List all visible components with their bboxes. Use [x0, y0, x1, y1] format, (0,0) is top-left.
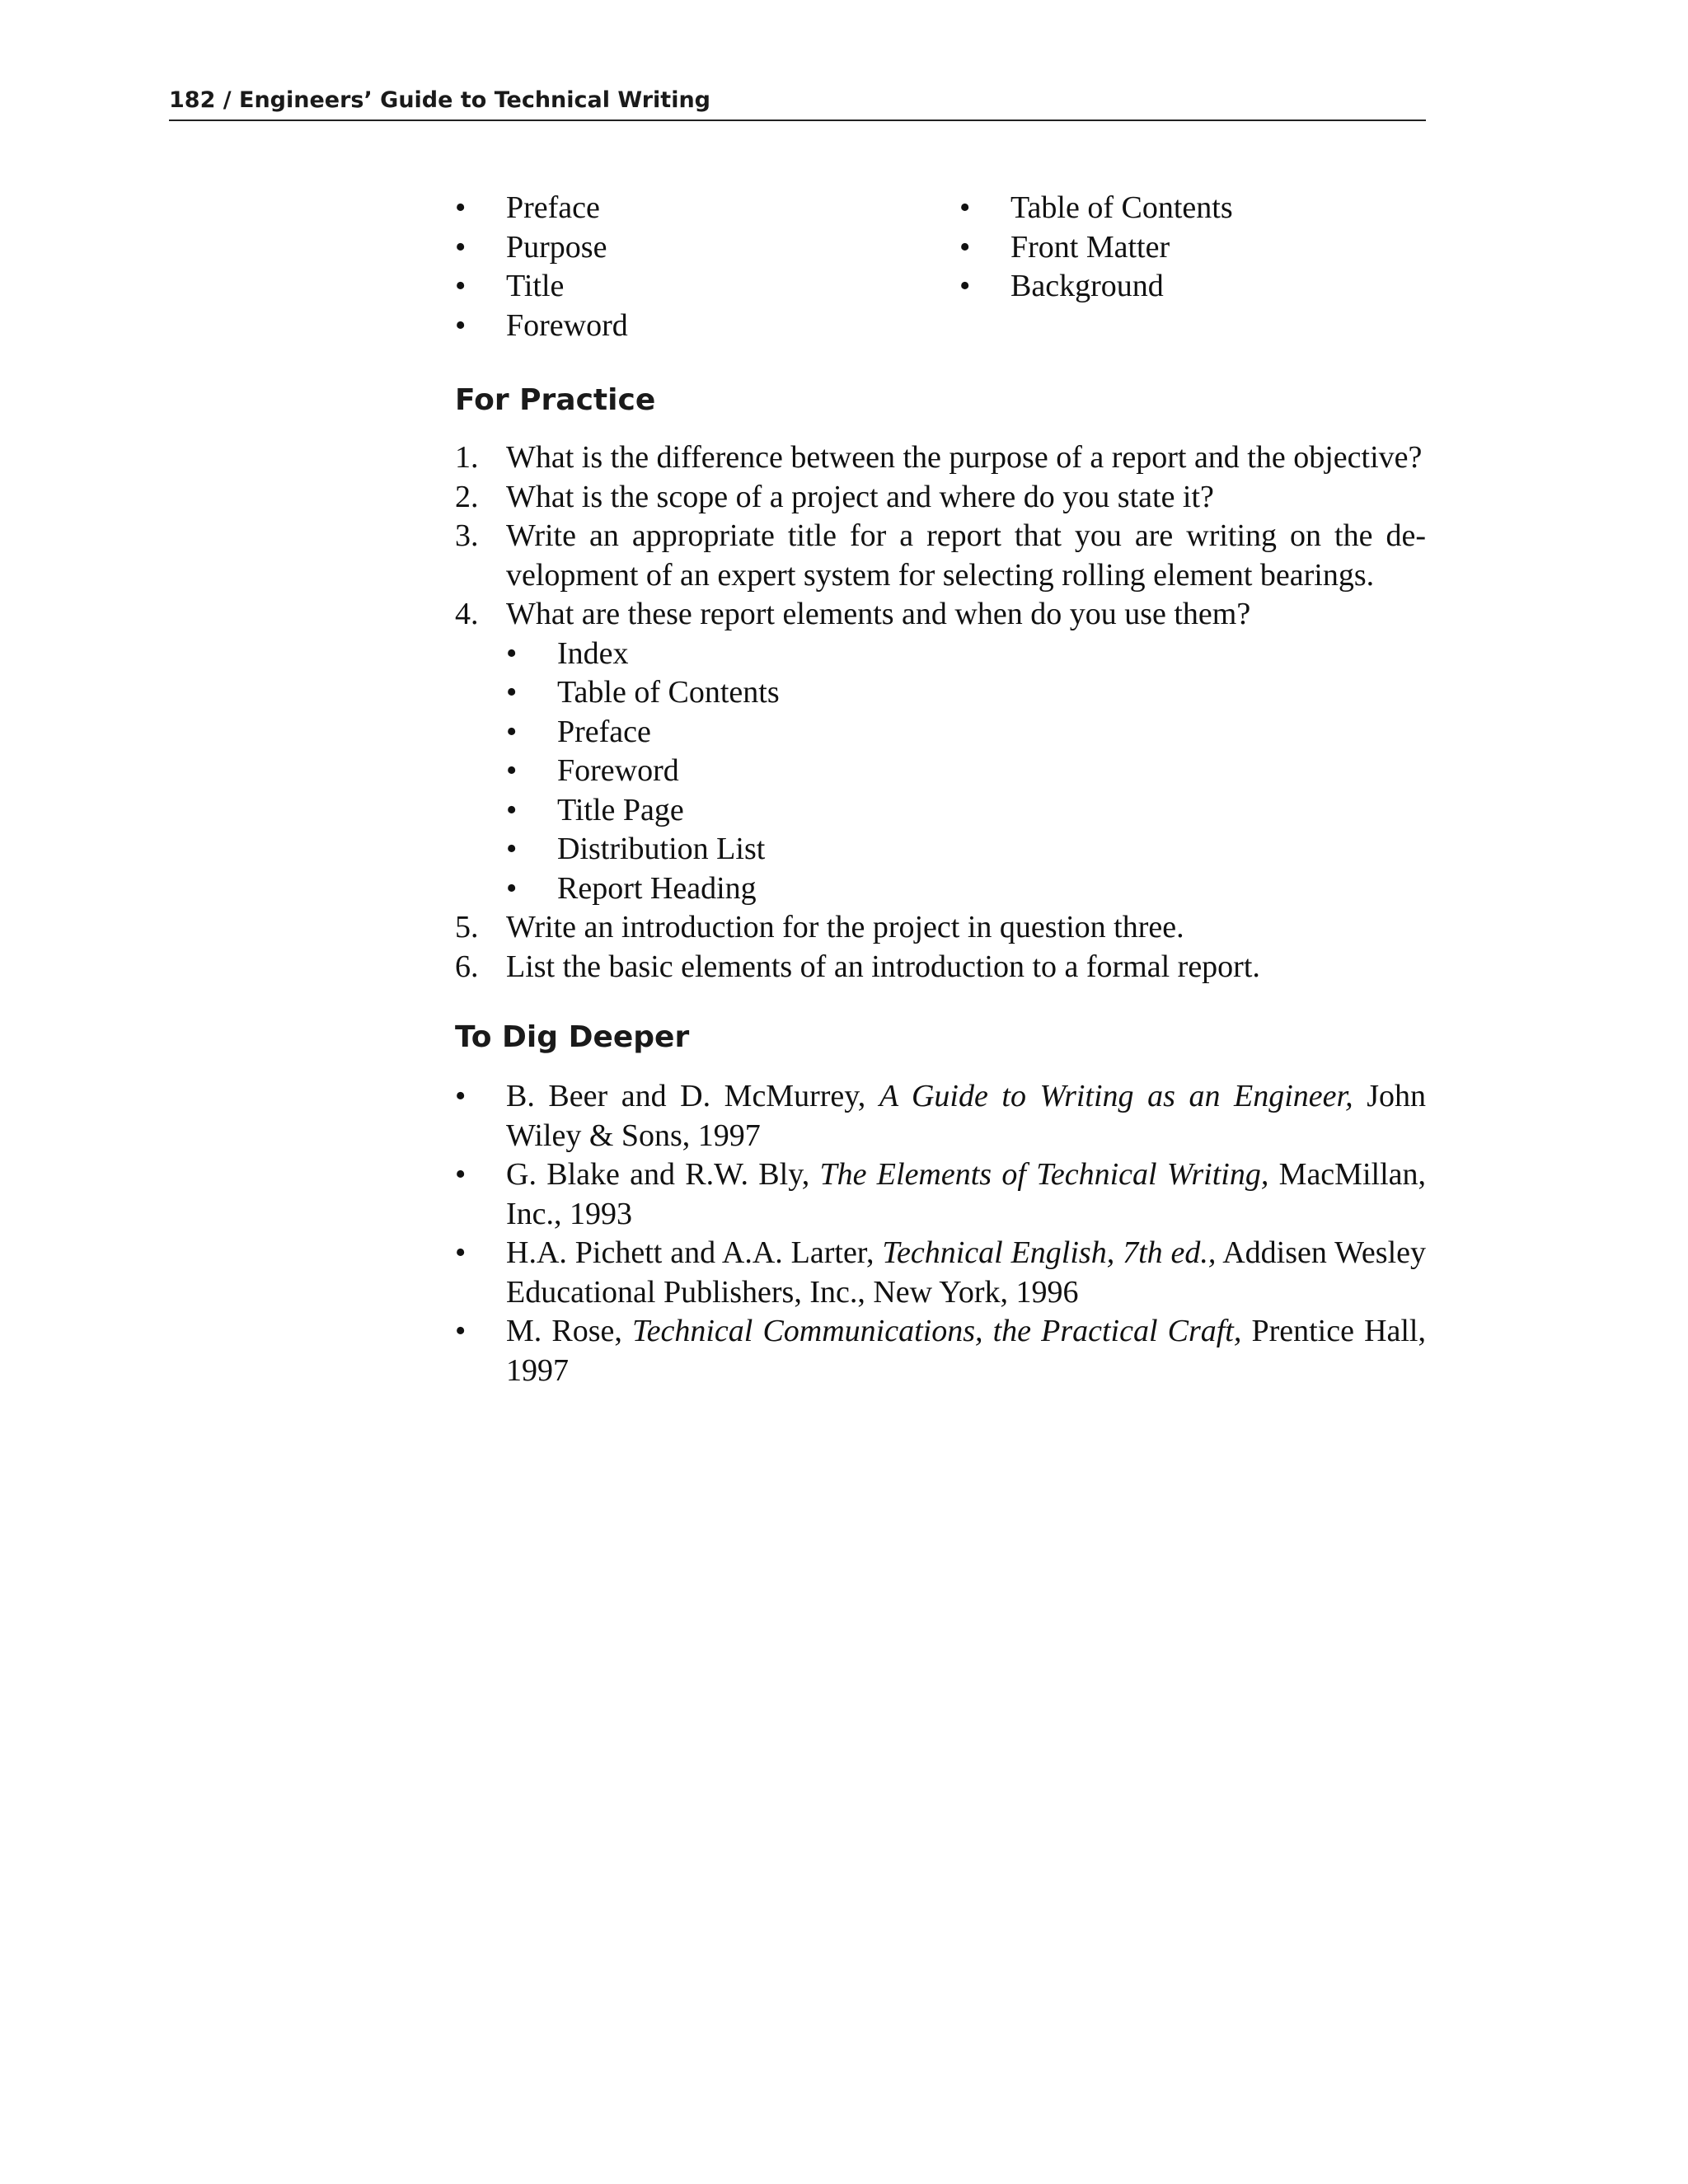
- question-number: 2.: [455, 479, 479, 514]
- bullet-glyph: •: [506, 832, 518, 866]
- bullet-glyph: •: [455, 229, 467, 265]
- list-item-text: Background: [1010, 269, 1164, 303]
- list-item-text: Distribution List: [557, 832, 766, 866]
- list-item: [959, 267, 1233, 307]
- list-item: [959, 228, 1233, 268]
- reference-authors: M. Rose,: [506, 1314, 632, 1348]
- list-item-text: Preface: [557, 714, 651, 749]
- reference-publisher: Addisen Wesley Educational Publishers, Inc., New York, 1996: [506, 1235, 1426, 1310]
- reference-authors: B. Beer and D. McMurrey,: [506, 1079, 879, 1113]
- bullet-glyph: •: [959, 269, 971, 303]
- bullet-column-right: [959, 189, 1233, 307]
- question-number: 1.: [455, 440, 479, 475]
- section-heading-for-practice: For Practice: [455, 383, 656, 417]
- reference-item: [455, 1077, 1426, 1155]
- list-item-text: Table of Contents: [1010, 190, 1233, 225]
- bullet-glyph: •: [959, 190, 971, 225]
- list-item-text: Table of Contents: [557, 675, 780, 710]
- list-item: [455, 228, 628, 268]
- bullet-glyph: •: [506, 635, 518, 671]
- practice-question: [455, 948, 1426, 987]
- list-item-text: Title: [506, 269, 565, 303]
- section-heading-to-dig-deeper: To Dig Deeper: [455, 1020, 690, 1054]
- list-item: [506, 752, 1426, 791]
- bullet-glyph: •: [506, 714, 518, 749]
- reference-publisher: John Wiley & Sons, 1997: [506, 1079, 1426, 1153]
- list-item-text: Preface: [506, 190, 600, 225]
- list-item-text: Front Matter: [1010, 229, 1170, 265]
- list-item-text: Report Heading: [557, 870, 757, 906]
- practice-question: [455, 908, 1426, 948]
- reference-publisher: MacMillan, Inc., 1993: [506, 1157, 1427, 1231]
- reference-title: Technical Communications, the Practical Craft,: [631, 1314, 1242, 1348]
- bullet-glyph: •: [506, 675, 518, 710]
- bullet-column-left: [455, 189, 628, 345]
- reference-title: Technical English, 7th ed.,: [882, 1235, 1217, 1270]
- reference-item: [455, 1234, 1426, 1312]
- reference-item: [455, 1312, 1426, 1390]
- reference-authors: G. Blake and R.W. Bly,: [506, 1157, 820, 1192]
- list-item: [506, 713, 1426, 752]
- question-text: Write an appropriate title for a report that you are writing on the development of an expert system for selecting rolling element bearings.: [506, 518, 1426, 593]
- bullet-glyph: •: [455, 1079, 467, 1113]
- question-number: 6.: [455, 949, 479, 984]
- list-item: [506, 673, 1426, 713]
- bullet-glyph: •: [506, 870, 518, 906]
- reference-title: A Guide to Writing as an Engineer,: [879, 1079, 1353, 1113]
- reference-authors: H.A. Pichett and A.A. Larter,: [506, 1235, 883, 1270]
- header-rule: [169, 120, 1426, 121]
- running-header: 182 / Engineers’ Guide to Technical Writing: [169, 87, 711, 113]
- bullet-glyph: •: [455, 307, 467, 343]
- practice-question: [455, 478, 1426, 518]
- question-number: 5.: [455, 910, 479, 944]
- bullet-glyph: •: [455, 269, 467, 303]
- practice-question-list: [455, 438, 1426, 987]
- list-item-text: Purpose: [506, 229, 607, 265]
- list-item-text: Foreword: [557, 753, 679, 788]
- list-item: [455, 267, 628, 307]
- list-item: [506, 830, 1426, 869]
- bullet-glyph: •: [455, 190, 467, 225]
- list-item: [455, 307, 628, 346]
- reference-list: [455, 1077, 1426, 1390]
- question-number: 4.: [455, 597, 479, 631]
- list-item-text: Index: [557, 635, 629, 671]
- bullet-glyph: •: [959, 229, 971, 265]
- question-text: Write an introduction for the project in question three.: [506, 910, 1184, 944]
- bullet-glyph: •: [455, 1314, 467, 1348]
- question-number: 3.: [455, 518, 479, 553]
- list-item-text: Foreword: [506, 307, 628, 343]
- bullet-glyph: •: [455, 1157, 467, 1192]
- bullet-glyph: •: [506, 753, 518, 788]
- list-item: [455, 189, 628, 228]
- practice-question: [455, 438, 1426, 478]
- question-text: What is the scope of a project and where do you state it?: [506, 479, 1214, 514]
- list-item: [506, 869, 1426, 909]
- question-text: What are these report elements and when do you use them?: [506, 597, 1251, 631]
- list-item: [506, 635, 1426, 674]
- bullet-glyph: •: [455, 1235, 467, 1270]
- report-elements-sublist: [455, 635, 1426, 909]
- list-item-text: Title Page: [557, 792, 684, 827]
- reference-item: [455, 1155, 1426, 1234]
- reference-title: The Elements of Technical Writing,: [819, 1157, 1269, 1192]
- question-text: List the basic elements of an introduction to a formal report.: [506, 949, 1260, 984]
- question-text: What is the difference between the purpose of a report and the objective?: [506, 440, 1423, 475]
- bullet-glyph: •: [506, 792, 518, 827]
- list-item: [959, 189, 1233, 228]
- list-item: [506, 791, 1426, 831]
- practice-question: [455, 517, 1426, 595]
- practice-question: [455, 595, 1426, 635]
- reference-publisher: Prentice Hall, 1997: [506, 1314, 1426, 1388]
